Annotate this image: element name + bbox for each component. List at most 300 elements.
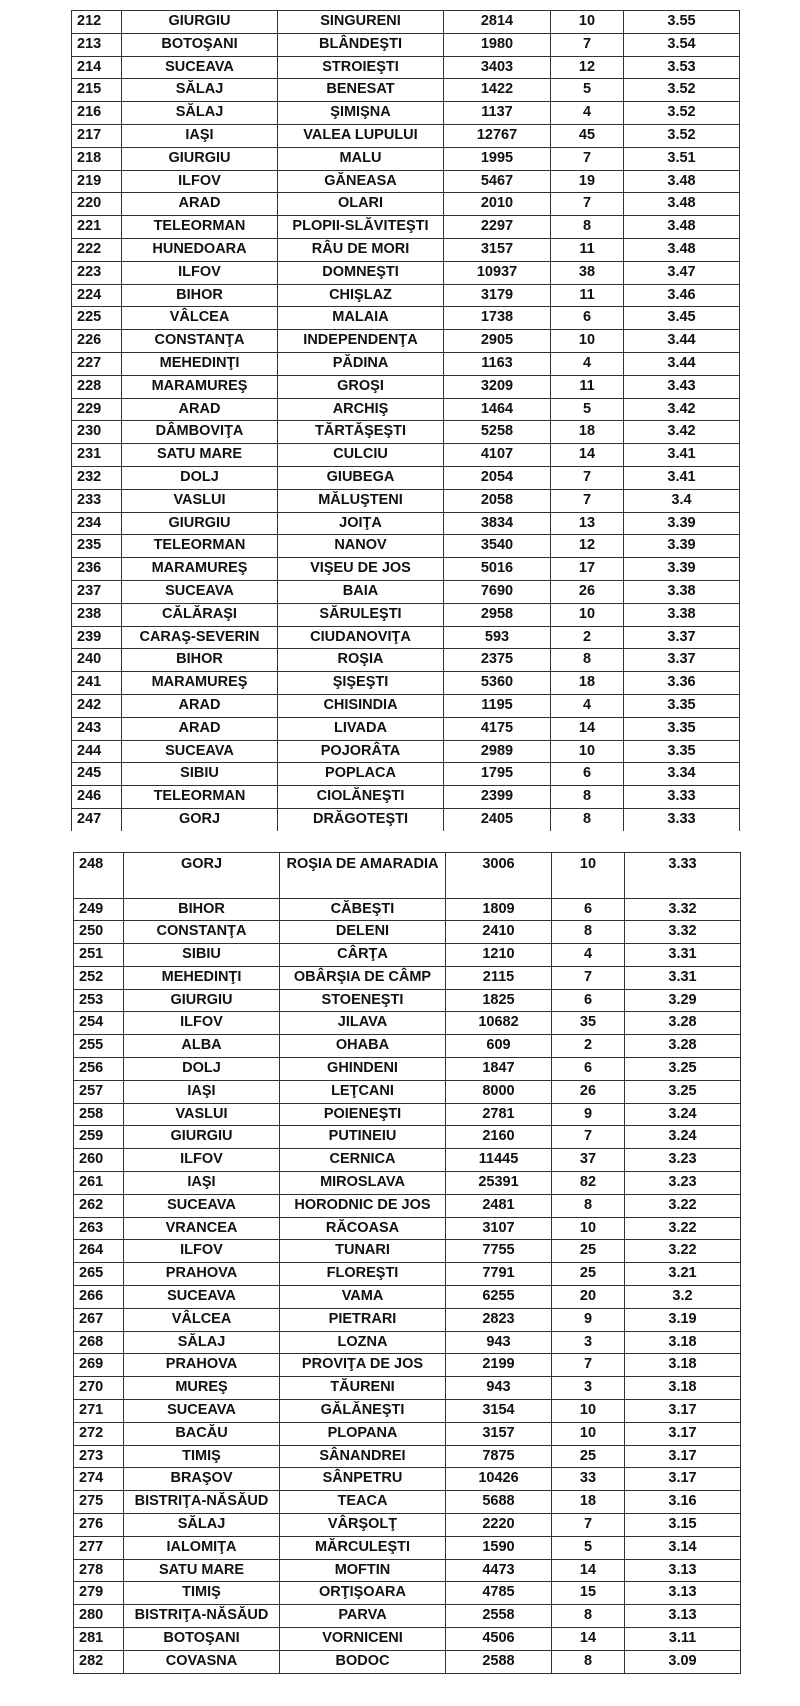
count-cell: 10 [552,1400,625,1423]
ranking-table-page-1 [71,10,740,831]
ratio-cell: 3.21 [625,1263,741,1286]
county-cell: COVASNA [124,1650,280,1673]
population-cell: 5467 [444,170,551,193]
ratio-cell: 3.4 [624,489,740,512]
ratio-cell: 3.13 [625,1559,741,1582]
count-cell: 7 [552,1354,625,1377]
population-cell: 2958 [444,603,551,626]
commune-cell: PUTINEIU [280,1126,446,1149]
ratio-cell: 3.32 [625,898,741,921]
count-cell: 45 [551,124,624,147]
ratio-cell: 3.33 [625,853,741,899]
count-cell: 7 [551,33,624,56]
ratio-cell: 3.42 [624,398,740,421]
count-cell: 3 [552,1377,625,1400]
population-cell: 3157 [446,1422,552,1445]
rank-cell: 280 [74,1605,124,1628]
count-cell: 10 [552,853,625,899]
rank-cell: 264 [74,1240,124,1263]
table-row [72,124,740,147]
commune-cell: SINGURENI [278,11,444,34]
commune-cell: TUNARI [280,1240,446,1263]
table-row [72,649,740,672]
ratio-cell: 3.18 [625,1354,741,1377]
ratio-cell: 3.15 [625,1514,741,1537]
rank-cell: 214 [72,56,122,79]
county-cell: CONSTANŢA [122,330,278,353]
ratio-cell: 3.48 [624,193,740,216]
rank-cell: 243 [72,717,122,740]
count-cell: 6 [552,1058,625,1081]
population-cell: 2058 [444,489,551,512]
rank-cell: 244 [72,740,122,763]
county-cell: BACĂU [124,1422,280,1445]
ratio-cell: 3.13 [625,1605,741,1628]
commune-cell: TĂRTĂŞEŞTI [278,421,444,444]
table-row [74,989,741,1012]
rank-cell: 231 [72,444,122,467]
population-cell: 1422 [444,79,551,102]
rank-cell: 213 [72,33,122,56]
count-cell: 14 [551,717,624,740]
population-cell: 10937 [444,261,551,284]
population-cell: 2481 [446,1194,552,1217]
county-cell: BISTRIŢA-NĂSĂUD [124,1605,280,1628]
county-cell: CARAŞ-SEVERIN [122,626,278,649]
rank-cell: 265 [74,1263,124,1286]
commune-cell: SÂNANDREI [280,1445,446,1468]
table-row [72,102,740,125]
county-cell: SUCEAVA [124,1194,280,1217]
table-row [74,1308,741,1331]
rank-cell: 254 [74,1012,124,1035]
rank-cell: 266 [74,1286,124,1309]
population-cell: 2010 [444,193,551,216]
ratio-cell: 3.24 [625,1103,741,1126]
rank-cell: 226 [72,330,122,353]
ratio-cell: 3.33 [624,808,740,830]
commune-cell: TĂURENI [280,1377,446,1400]
commune-cell: JILAVA [280,1012,446,1035]
population-cell: 7791 [446,1263,552,1286]
commune-cell: MĂLUŞTENI [278,489,444,512]
commune-cell: CERNICA [280,1149,446,1172]
population-cell: 5360 [444,672,551,695]
rank-cell: 269 [74,1354,124,1377]
rank-cell: 221 [72,216,122,239]
ratio-cell: 3.55 [624,11,740,34]
population-cell: 1980 [444,33,551,56]
population-cell: 943 [446,1377,552,1400]
ratio-cell: 3.37 [624,649,740,672]
population-cell: 2823 [446,1308,552,1331]
table-row [72,56,740,79]
commune-cell: GIUBEGA [278,466,444,489]
table-body [74,853,741,1674]
commune-cell: CHISINDIA [278,694,444,717]
ratio-cell: 3.28 [625,1012,741,1035]
county-cell: CĂLĂRAŞI [122,603,278,626]
count-cell: 4 [551,352,624,375]
rank-cell: 251 [74,944,124,967]
rank-cell: 241 [72,672,122,695]
population-cell: 593 [444,626,551,649]
population-cell: 4175 [444,717,551,740]
count-cell: 9 [552,1103,625,1126]
table-row [72,261,740,284]
table-row [74,1628,741,1651]
table-row [74,1536,741,1559]
ratio-cell: 3.18 [625,1377,741,1400]
population-cell: 1795 [444,763,551,786]
table-row [72,558,740,581]
count-cell: 7 [552,1514,625,1537]
population-cell: 7755 [446,1240,552,1263]
commune-cell: GROŞI [278,375,444,398]
table-row [72,170,740,193]
county-cell: GIURGIU [124,989,280,1012]
commune-cell: CIOLĂNEŞTI [278,786,444,809]
table-row [74,1126,741,1149]
rank-cell: 239 [72,626,122,649]
rank-cell: 217 [72,124,122,147]
commune-cell: BENESAT [278,79,444,102]
rank-cell: 259 [74,1126,124,1149]
rank-cell: 249 [74,898,124,921]
population-cell: 10682 [446,1012,552,1035]
rank-cell: 215 [72,79,122,102]
table-row [72,489,740,512]
commune-cell: STOENEŞTI [280,989,446,1012]
population-cell: 8000 [446,1080,552,1103]
commune-cell: POIENEŞTI [280,1103,446,1126]
ratio-cell: 3.44 [624,330,740,353]
rank-cell: 267 [74,1308,124,1331]
count-cell: 5 [551,79,624,102]
population-cell: 7690 [444,580,551,603]
county-cell: ARAD [122,717,278,740]
ratio-cell: 3.48 [624,238,740,261]
population-cell: 2115 [446,966,552,989]
count-cell: 8 [552,1650,625,1673]
ratio-cell: 3.52 [624,79,740,102]
ratio-cell: 3.39 [624,558,740,581]
population-cell: 4785 [446,1582,552,1605]
rank-cell: 279 [74,1582,124,1605]
count-cell: 10 [551,330,624,353]
population-cell: 3157 [444,238,551,261]
table-row [72,763,740,786]
count-cell: 10 [551,11,624,34]
rank-cell: 262 [74,1194,124,1217]
county-cell: SĂLAJ [124,1514,280,1537]
county-cell: SUCEAVA [124,1286,280,1309]
rank-cell: 274 [74,1468,124,1491]
count-cell: 3 [552,1331,625,1354]
county-cell: GIURGIU [124,1126,280,1149]
county-cell: GIURGIU [122,512,278,535]
ratio-cell: 3.17 [625,1400,741,1423]
county-cell: BIHOR [124,898,280,921]
ratio-cell: 3.22 [625,1217,741,1240]
table-row [72,33,740,56]
population-cell: 2297 [444,216,551,239]
ratio-cell: 3.38 [624,580,740,603]
commune-cell: SĂRULEŞTI [278,603,444,626]
population-cell: 1163 [444,352,551,375]
county-cell: IALOMIŢA [124,1536,280,1559]
rank-cell: 277 [74,1536,124,1559]
rank-cell: 233 [72,489,122,512]
population-cell: 1825 [446,989,552,1012]
table-row [74,1240,741,1263]
table-row [74,1559,741,1582]
commune-cell: MIROSLAVA [280,1172,446,1195]
county-cell: TELEORMAN [122,535,278,558]
table-row [74,1468,741,1491]
rank-cell: 225 [72,307,122,330]
count-cell: 11 [551,238,624,261]
rank-cell: 237 [72,580,122,603]
rank-cell: 276 [74,1514,124,1537]
ratio-cell: 3.44 [624,352,740,375]
commune-cell: MALU [278,147,444,170]
ratio-cell: 3.16 [625,1491,741,1514]
rank-cell: 282 [74,1650,124,1673]
commune-cell: NANOV [278,535,444,558]
county-cell: BRAŞOV [124,1468,280,1491]
count-cell: 7 [551,193,624,216]
commune-cell: POJORÂTA [278,740,444,763]
table-row [72,694,740,717]
table-row [74,1354,741,1377]
population-cell: 2781 [446,1103,552,1126]
commune-cell: ORŢIŞOARA [280,1582,446,1605]
ratio-cell: 3.41 [624,466,740,489]
table-row [74,1217,741,1240]
ratio-cell: 3.23 [625,1149,741,1172]
county-cell: BISTRIŢA-NĂSĂUD [124,1491,280,1514]
count-cell: 8 [552,1194,625,1217]
county-cell: MARAMUREŞ [122,672,278,695]
county-cell: SIBIU [122,763,278,786]
commune-cell: DELENI [280,921,446,944]
table-row [72,216,740,239]
commune-cell: BAIA [278,580,444,603]
count-cell: 17 [551,558,624,581]
table-row [72,672,740,695]
rank-cell: 263 [74,1217,124,1240]
county-cell: SUCEAVA [122,56,278,79]
county-cell: ILFOV [122,261,278,284]
table-row [74,1445,741,1468]
ratio-cell: 3.42 [624,421,740,444]
rank-cell: 268 [74,1331,124,1354]
commune-cell: OHABA [280,1035,446,1058]
table-row [72,238,740,261]
county-cell: SATU MARE [122,444,278,467]
population-cell: 1195 [444,694,551,717]
count-cell: 4 [551,102,624,125]
county-cell: DOLJ [124,1058,280,1081]
ratio-cell: 3.36 [624,672,740,695]
rank-cell: 275 [74,1491,124,1514]
table-row [72,740,740,763]
count-cell: 7 [552,966,625,989]
rank-cell: 238 [72,603,122,626]
count-cell: 4 [552,944,625,967]
table-row [74,1012,741,1035]
ratio-cell: 3.52 [624,102,740,125]
rank-cell: 220 [72,193,122,216]
count-cell: 37 [552,1149,625,1172]
count-cell: 18 [552,1491,625,1514]
rank-cell: 271 [74,1400,124,1423]
rank-cell: 253 [74,989,124,1012]
county-cell: VASLUI [122,489,278,512]
count-cell: 10 [551,740,624,763]
commune-cell: OBÂRŞIA DE CÂMP [280,966,446,989]
commune-cell: CĂBEŞTI [280,898,446,921]
table-row [74,853,741,899]
ratio-cell: 3.17 [625,1422,741,1445]
rank-cell: 247 [72,808,122,830]
count-cell: 11 [551,284,624,307]
commune-cell: INDEPENDENŢA [278,330,444,353]
commune-cell: CHIŞLAZ [278,284,444,307]
population-cell: 1847 [446,1058,552,1081]
count-cell: 7 [551,147,624,170]
ratio-cell: 3.09 [625,1650,741,1673]
table-row [74,1172,741,1195]
ratio-cell: 3.35 [624,740,740,763]
population-cell: 2410 [446,921,552,944]
table-row [72,11,740,34]
population-cell: 2199 [446,1354,552,1377]
ratio-cell: 3.23 [625,1172,741,1195]
ratio-cell: 3.24 [625,1126,741,1149]
count-cell: 4 [551,694,624,717]
commune-cell: VÂRŞOLŢ [280,1514,446,1537]
count-cell: 10 [552,1422,625,1445]
table-row [74,1377,741,1400]
count-cell: 20 [552,1286,625,1309]
rank-cell: 229 [72,398,122,421]
commune-cell: MALAIA [278,307,444,330]
county-cell: BOTOŞANI [124,1628,280,1651]
table-row [74,1080,741,1103]
ratio-cell: 3.45 [624,307,740,330]
rank-cell: 273 [74,1445,124,1468]
commune-cell: LIVADA [278,717,444,740]
county-cell: PRAHOVA [124,1263,280,1286]
count-cell: 82 [552,1172,625,1195]
county-cell: GORJ [122,808,278,830]
commune-cell: DOMNEŞTI [278,261,444,284]
ratio-cell: 3.33 [624,786,740,809]
ratio-cell: 3.48 [624,170,740,193]
population-cell: 2405 [444,808,551,830]
county-cell: VRANCEA [124,1217,280,1240]
commune-cell: BODOC [280,1650,446,1673]
table-row [72,786,740,809]
population-cell: 1738 [444,307,551,330]
population-cell: 2160 [446,1126,552,1149]
table-row [74,1650,741,1673]
rank-cell: 252 [74,966,124,989]
population-cell: 1809 [446,898,552,921]
population-cell: 10426 [446,1468,552,1491]
population-cell: 3403 [444,56,551,79]
population-cell: 2220 [446,1514,552,1537]
ratio-cell: 3.38 [624,603,740,626]
county-cell: PRAHOVA [124,1354,280,1377]
population-cell: 2054 [444,466,551,489]
table-row [74,1331,741,1354]
ratio-cell: 3.31 [625,966,741,989]
table-row [72,535,740,558]
commune-cell: CÂRŢA [280,944,446,967]
ratio-cell: 3.51 [624,147,740,170]
commune-cell: MĂRCULEŞTI [280,1536,446,1559]
ratio-cell: 3.35 [624,717,740,740]
commune-cell: ŞIMIŞNA [278,102,444,125]
rank-cell: 281 [74,1628,124,1651]
ratio-cell: 3.41 [624,444,740,467]
count-cell: 25 [552,1240,625,1263]
county-cell: GIURGIU [122,147,278,170]
ratio-cell: 3.19 [625,1308,741,1331]
commune-cell: LOZNA [280,1331,446,1354]
count-cell: 6 [551,763,624,786]
commune-cell: PARVA [280,1605,446,1628]
ratio-cell: 3.17 [625,1468,741,1491]
rank-cell: 212 [72,11,122,34]
table-row [74,1058,741,1081]
county-cell: VASLUI [124,1103,280,1126]
population-cell: 1590 [446,1536,552,1559]
rank-cell: 242 [72,694,122,717]
table-row [74,1605,741,1628]
county-cell: BIHOR [122,649,278,672]
table-row [74,1514,741,1537]
commune-cell: HORODNIC DE JOS [280,1194,446,1217]
county-cell: MUREŞ [124,1377,280,1400]
count-cell: 8 [552,1605,625,1628]
county-cell: MARAMUREŞ [122,558,278,581]
commune-cell: FLOREŞTI [280,1263,446,1286]
rank-cell: 235 [72,535,122,558]
rank-cell: 250 [74,921,124,944]
table-row [72,193,740,216]
rank-cell: 278 [74,1559,124,1582]
commune-cell: GĂNEASA [278,170,444,193]
rank-cell: 232 [72,466,122,489]
count-cell: 14 [552,1628,625,1651]
table-row [74,1103,741,1126]
rank-cell: 270 [74,1377,124,1400]
ratio-cell: 3.43 [624,375,740,398]
population-cell: 25391 [446,1172,552,1195]
commune-cell: JOIŢA [278,512,444,535]
table-row [74,1400,741,1423]
county-cell: SUCEAVA [122,740,278,763]
ratio-cell: 3.11 [625,1628,741,1651]
table-row [74,1286,741,1309]
population-cell: 3179 [444,284,551,307]
table-row [72,580,740,603]
county-cell: TELEORMAN [122,786,278,809]
